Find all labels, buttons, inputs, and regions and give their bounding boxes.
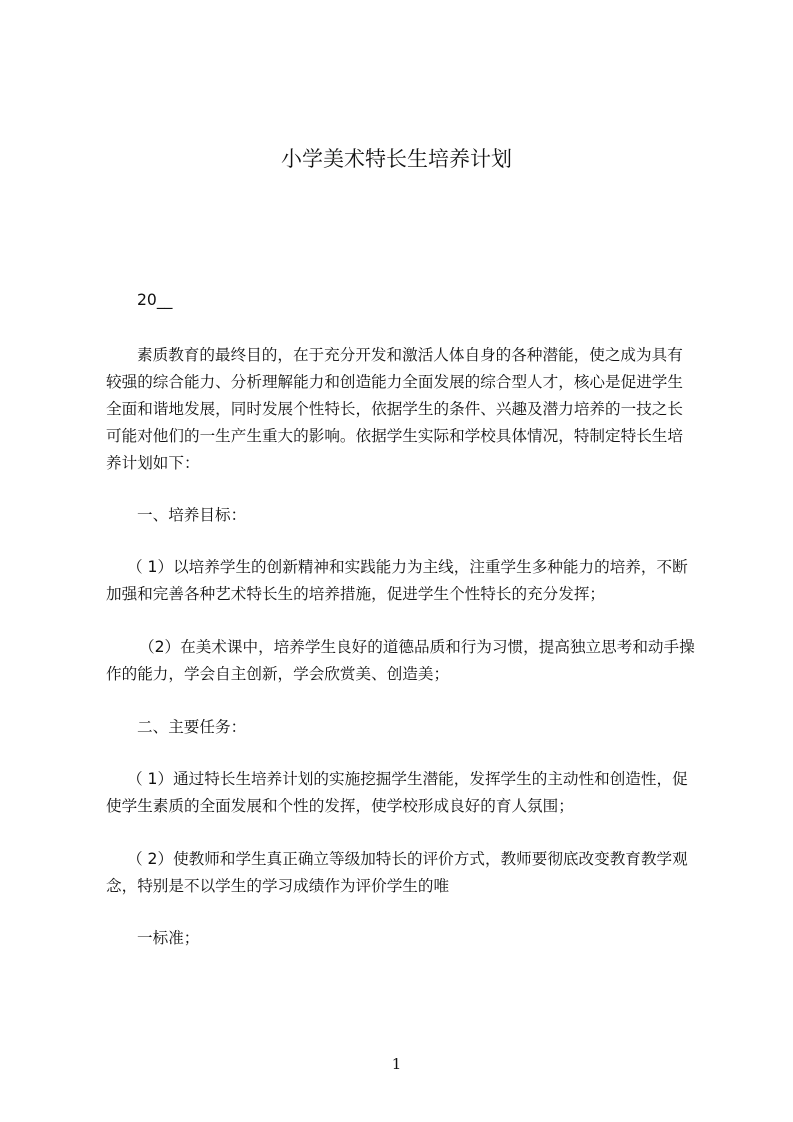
intro-line: 全面和谐地发展，同时发展个性特长，依据学生的条件、兴趣及潜力培养的一技之长 (106, 400, 683, 418)
list-item-line: 使学生素质的全面发展和个性的发挥，使学校形成良好的育人氛围； (106, 797, 574, 815)
list-item-line: 加强和完善各种艺术特长生的培养措施，促进学生个性特长的充分发挥； (106, 585, 606, 603)
date-line: 20__ (137, 291, 173, 309)
document-title: 小学美术特长生培养计划 (281, 147, 512, 171)
section-heading: 二、主要任务： (137, 718, 247, 736)
paragraph-tail: 一标准； (137, 929, 200, 947)
list-item-line: （ 1）以培养学生的创新精神和实践能力为主线，注重学生多种能力的培养，不断 (127, 558, 688, 576)
list-item-line: 作的能力，学会自主创新，学会欣赏美、创造美； (106, 665, 450, 683)
list-item-line: （ 2）使教师和学生真正确立等级加特长的评价方式，教师要彻底改变教育教学观 (127, 850, 688, 868)
list-item-line: 念，特别是不以学生的学习成绩作为评价学生的唯 (106, 877, 450, 895)
intro-line: 可能对他们的一生产生重大的影响。依据学生实际和学校具体情况，特制定特长生培 (106, 427, 683, 445)
list-item-line: （ 1）通过特长生培养计划的实施挖掘学生潜能，发挥学生的主动性和创造性，促 (127, 770, 688, 788)
list-item-line: （2）在美术课中，培养学生良好的道德品质和行为习惯，提高独立思考和动手操 (139, 638, 695, 656)
section-heading: 一、培养目标： (137, 506, 247, 524)
page-number: 1 (391, 1055, 402, 1073)
intro-line: 较强的综合能力、分析理解能力和创造能力全面发展的综合型人才，核心是促进学生 (106, 373, 683, 391)
intro-line: 养计划如下： (106, 454, 200, 472)
intro-line: 素质教育的最终目的，在于充分开发和激活人体自身的各种潜能，使之成为具有 (137, 346, 683, 364)
